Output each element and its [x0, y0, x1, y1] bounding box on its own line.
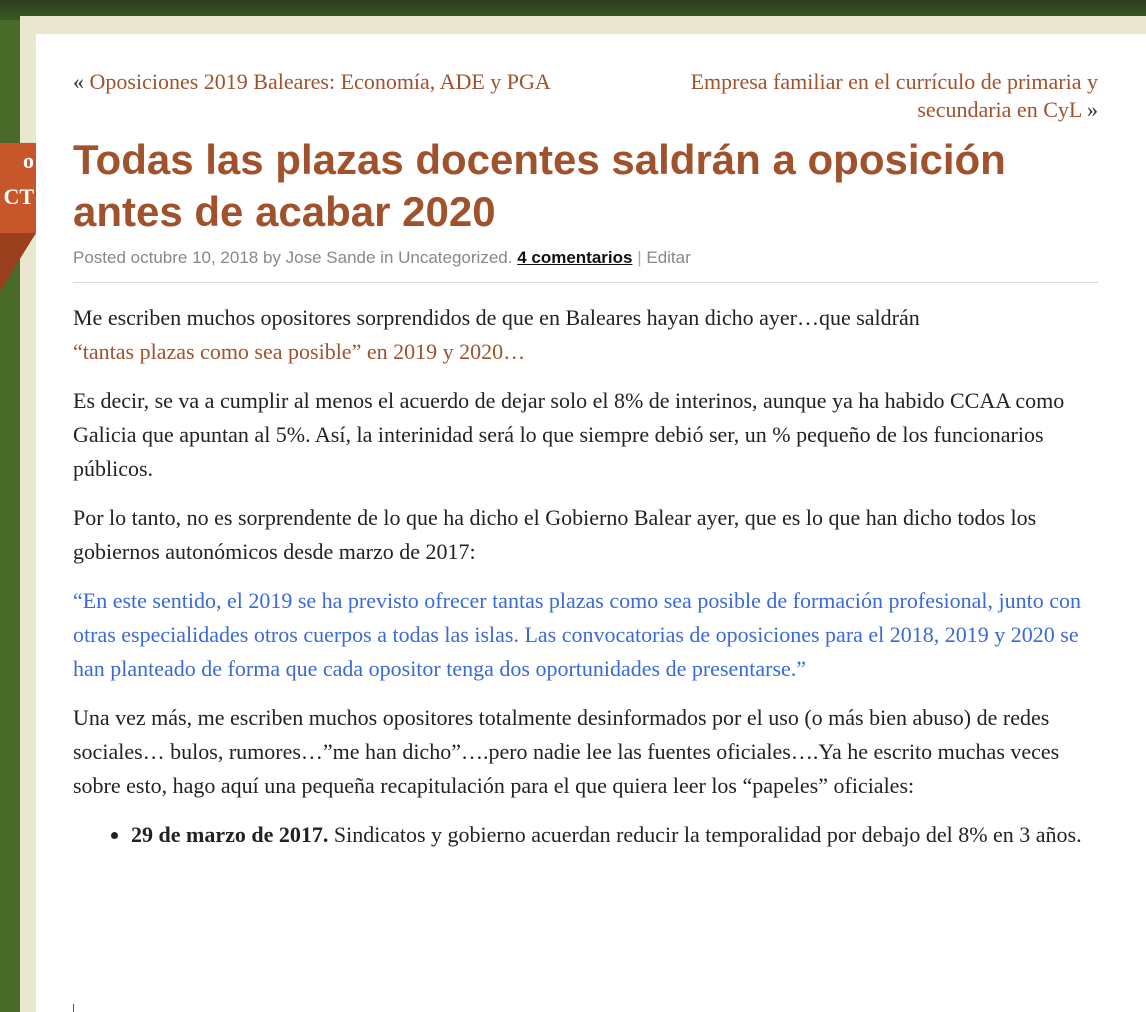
- sidebar-tab-line2: CT: [3, 184, 34, 209]
- next-arrow: »: [1087, 97, 1098, 122]
- edit-link[interactable]: Editar: [646, 248, 691, 267]
- list-item-date: 29 de marzo de 2017.: [131, 822, 329, 847]
- posted-info: Posted octubre 10, 2018 by Jose Sande in Uncategorized.: [73, 248, 513, 267]
- paragraph-1-text: Me escriben muchos opositores sorprendidos de que en Baleares hayan dicho ayer…que saldrán: [73, 305, 920, 330]
- post-meta: [73, 248, 1098, 283]
- paragraph-2: Es decir, se va a cumplir al menos el acuerdo de dejar solo el 8% de interinos, aunque ya ha habido CCAA como Galicia que apuntan al 5%. Así, la interinidad será lo que siempre debió ser, un % pequeño de los funcionarios públicos.: [73, 388, 1065, 481]
- paragraph-3: Por lo tanto, no es sorprendente de lo que ha dicho el Gobierno Balear ayer, que es lo que han dicho todos los gobiernos autonómicos desde marzo de 2017:: [73, 505, 1037, 564]
- paragraph-1-link[interactable]: “tantas plazas como sea posible” en 2019 y 2020…: [73, 339, 526, 364]
- sidebar-tab-line1: o: [23, 148, 34, 173]
- paragraph-1: [73, 301, 1098, 369]
- timeline-list: [73, 818, 1098, 852]
- sidebar-tab-fold: [0, 233, 36, 291]
- prev-arrow: «: [73, 69, 84, 94]
- meta-separator: |: [637, 248, 642, 267]
- prev-post-link[interactable]: Oposiciones 2019 Baleares: Economía, ADE y PGA: [89, 69, 551, 94]
- comments-link[interactable]: 4 comentarios: [517, 248, 633, 267]
- list-item-text: Sindicatos y gobierno acuerdan reducir la temporalidad por debajo del 8% en 3 años.: [328, 822, 1082, 847]
- quote-paragraph: “En este sentido, el 2019 se ha previsto ofrecer tantas plazas como sea posible de formación profesional, junto con otras especialidades otros cuerpos a todas las islas. Las convocatorias de oposiciones para el 2018, 2019 y 2020 se han planteado de forma que cada opositor tenga dos oportunidades de presentarse.”: [73, 588, 1082, 681]
- paragraph-4: Una vez más, me escriben muchos opositores totalmente desinformados por el uso (o más bien abuso) de redes sociales… bulos, rumores…”me han dicho”….pero nadie lee las fuentes oficiales….Ya he escrito muchas veces sobre esto, hago aquí una pequeña recapitulación para el que quiera leer los “papeles” oficiales:: [73, 705, 1060, 798]
- content-area: [36, 34, 1146, 1012]
- post-title: Todas las plazas docentes saldrán a oposición antes de acabar 2020: [73, 136, 1006, 235]
- post-body: [73, 301, 1098, 852]
- next-post-link[interactable]: Empresa familiar en el currículo de primaria y secundaria en CyL: [690, 69, 1098, 122]
- nav-previous: [73, 68, 563, 124]
- sidebar-tab[interactable]: [0, 143, 36, 233]
- nav-next: [608, 68, 1098, 124]
- text-cursor: [73, 1004, 74, 1012]
- list-item: [131, 818, 1098, 852]
- post-container: [73, 68, 1098, 852]
- post-navigation: [73, 68, 1098, 124]
